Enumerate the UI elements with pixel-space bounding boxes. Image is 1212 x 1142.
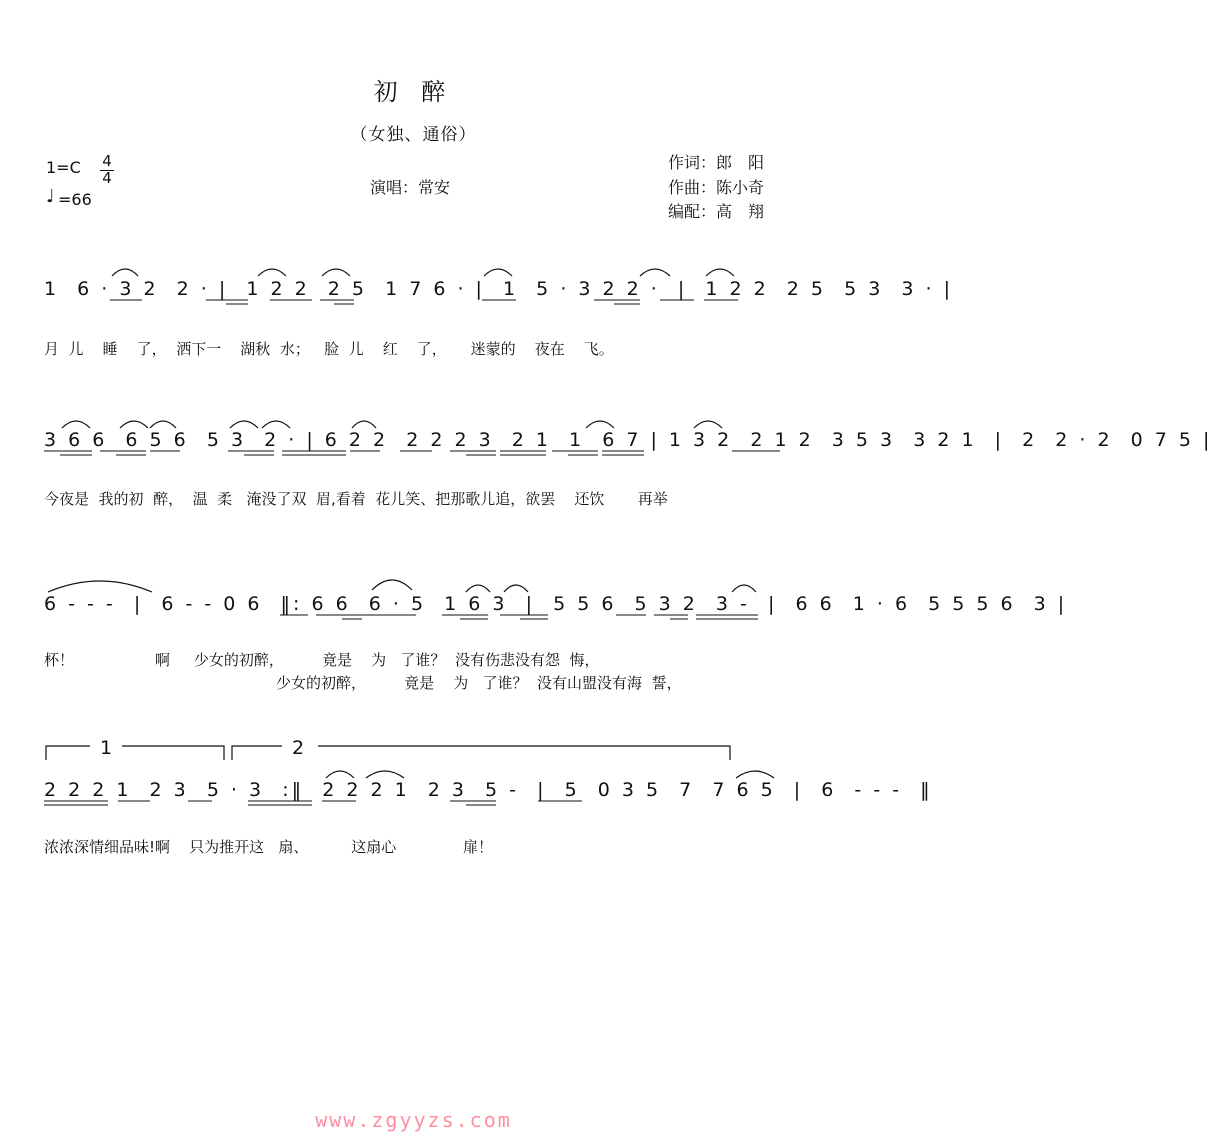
key-signature: 1=C <box>46 158 81 177</box>
slur-mark <box>352 421 376 428</box>
page-subtitle: （女独、通俗） <box>350 125 477 145</box>
slur-mark <box>694 421 722 428</box>
arranger-credit: 编配：高 翔 <box>668 202 765 221</box>
slur-mark <box>120 421 148 428</box>
slur-mark <box>258 269 286 276</box>
slur-mark <box>230 421 258 428</box>
slur-mark <box>586 421 614 428</box>
slur-mark <box>736 771 774 778</box>
page-title: 初 醉 <box>373 78 454 106</box>
score-row-3-lyrics-verse-2: 少女的初醉， 竟是 为 了谁？ 没有山盟没有海 誓， <box>276 674 682 692</box>
slur-mark <box>640 269 670 276</box>
volta-1-bracket <box>46 746 224 760</box>
slur-mark <box>262 421 290 428</box>
watermark: www.zgyyzs.com <box>315 1108 512 1132</box>
volta-2-label: 2 <box>292 737 308 759</box>
score-row-4-lyrics: 浓浓深情细品味!啊 只为推开这 扇、 这扇心 扉！ <box>44 838 494 856</box>
slur-mark <box>326 771 354 778</box>
composer-credit: 作曲：陈小奇 <box>668 178 765 197</box>
slur-mark <box>150 421 176 428</box>
quarter-note-icon: ♩ <box>46 186 55 207</box>
volta-2-bracket <box>232 746 730 760</box>
slur-mark <box>706 269 734 276</box>
tempo-marking: =66 <box>58 190 92 209</box>
slur-mark <box>48 581 152 592</box>
slur-mark <box>466 585 490 592</box>
score-row-2-notes: 3 6 6 6 5 6 5 3 2 · | 6 2 2 2 2 2 3 2 1 1 6 7 | 1 3 2 2 1 2 3 5 3 3 2 1 | 2 2 · 2 0 7 5 | <box>44 429 1212 451</box>
time-signature-bottom: 4 <box>102 169 112 187</box>
score-row-2-lyrics: 今夜是 我的初 醉， 温 柔 淹没了双 眉,看着 花儿笑、把那歌儿追，欲罢 还饮 再举 <box>44 490 668 508</box>
time-signature-top: 4 <box>102 152 112 170</box>
volta-1-label: 1 <box>100 737 116 759</box>
score-row-4-notes: 2 2 2 1 2 3 5 · 3 :‖ 2 2 2 1 2 3 5 - | 5 0 3 5 7 7 6 5 | 6 - - - ‖ <box>44 779 933 801</box>
slur-mark <box>322 269 350 276</box>
slur-mark <box>484 269 512 276</box>
slur-mark <box>112 269 138 276</box>
lyricist-credit: 作词：郎 阳 <box>668 153 765 172</box>
singer-credit: 演唱：常安 <box>370 178 451 197</box>
slur-mark <box>372 580 412 590</box>
score-row-3-lyrics-verse-1: 杯！ 啊 少女的初醉， 竟是 为 了谁？ 没有伤悲没有怨 悔， <box>44 651 600 669</box>
score-row-1-lyrics: 月 儿 睡 了， 洒下一 湖秋 水； 脸 儿 红 了， 迷蒙的 夜在 飞。 <box>44 340 614 358</box>
slur-mark <box>732 585 756 592</box>
slur-mark <box>62 421 90 428</box>
score-row-1-notes: 1 6 · 3 2 2 · | 1 2 2 2 5 1 7 6 · | 1 5 · 3 2 2 · | 1 2 2 2 5 5 3 3 · | <box>44 278 953 300</box>
slur-mark <box>366 771 404 778</box>
slur-mark <box>504 585 528 592</box>
score-row-3-notes: 6 - - - | 6 - - 0 6 ‖: 6 6 6 · 5 1 6 3 | 5 5 6 5 3 2 3 - | 6 6 1 · 6 5 5 5 6 3 | <box>44 593 1068 615</box>
